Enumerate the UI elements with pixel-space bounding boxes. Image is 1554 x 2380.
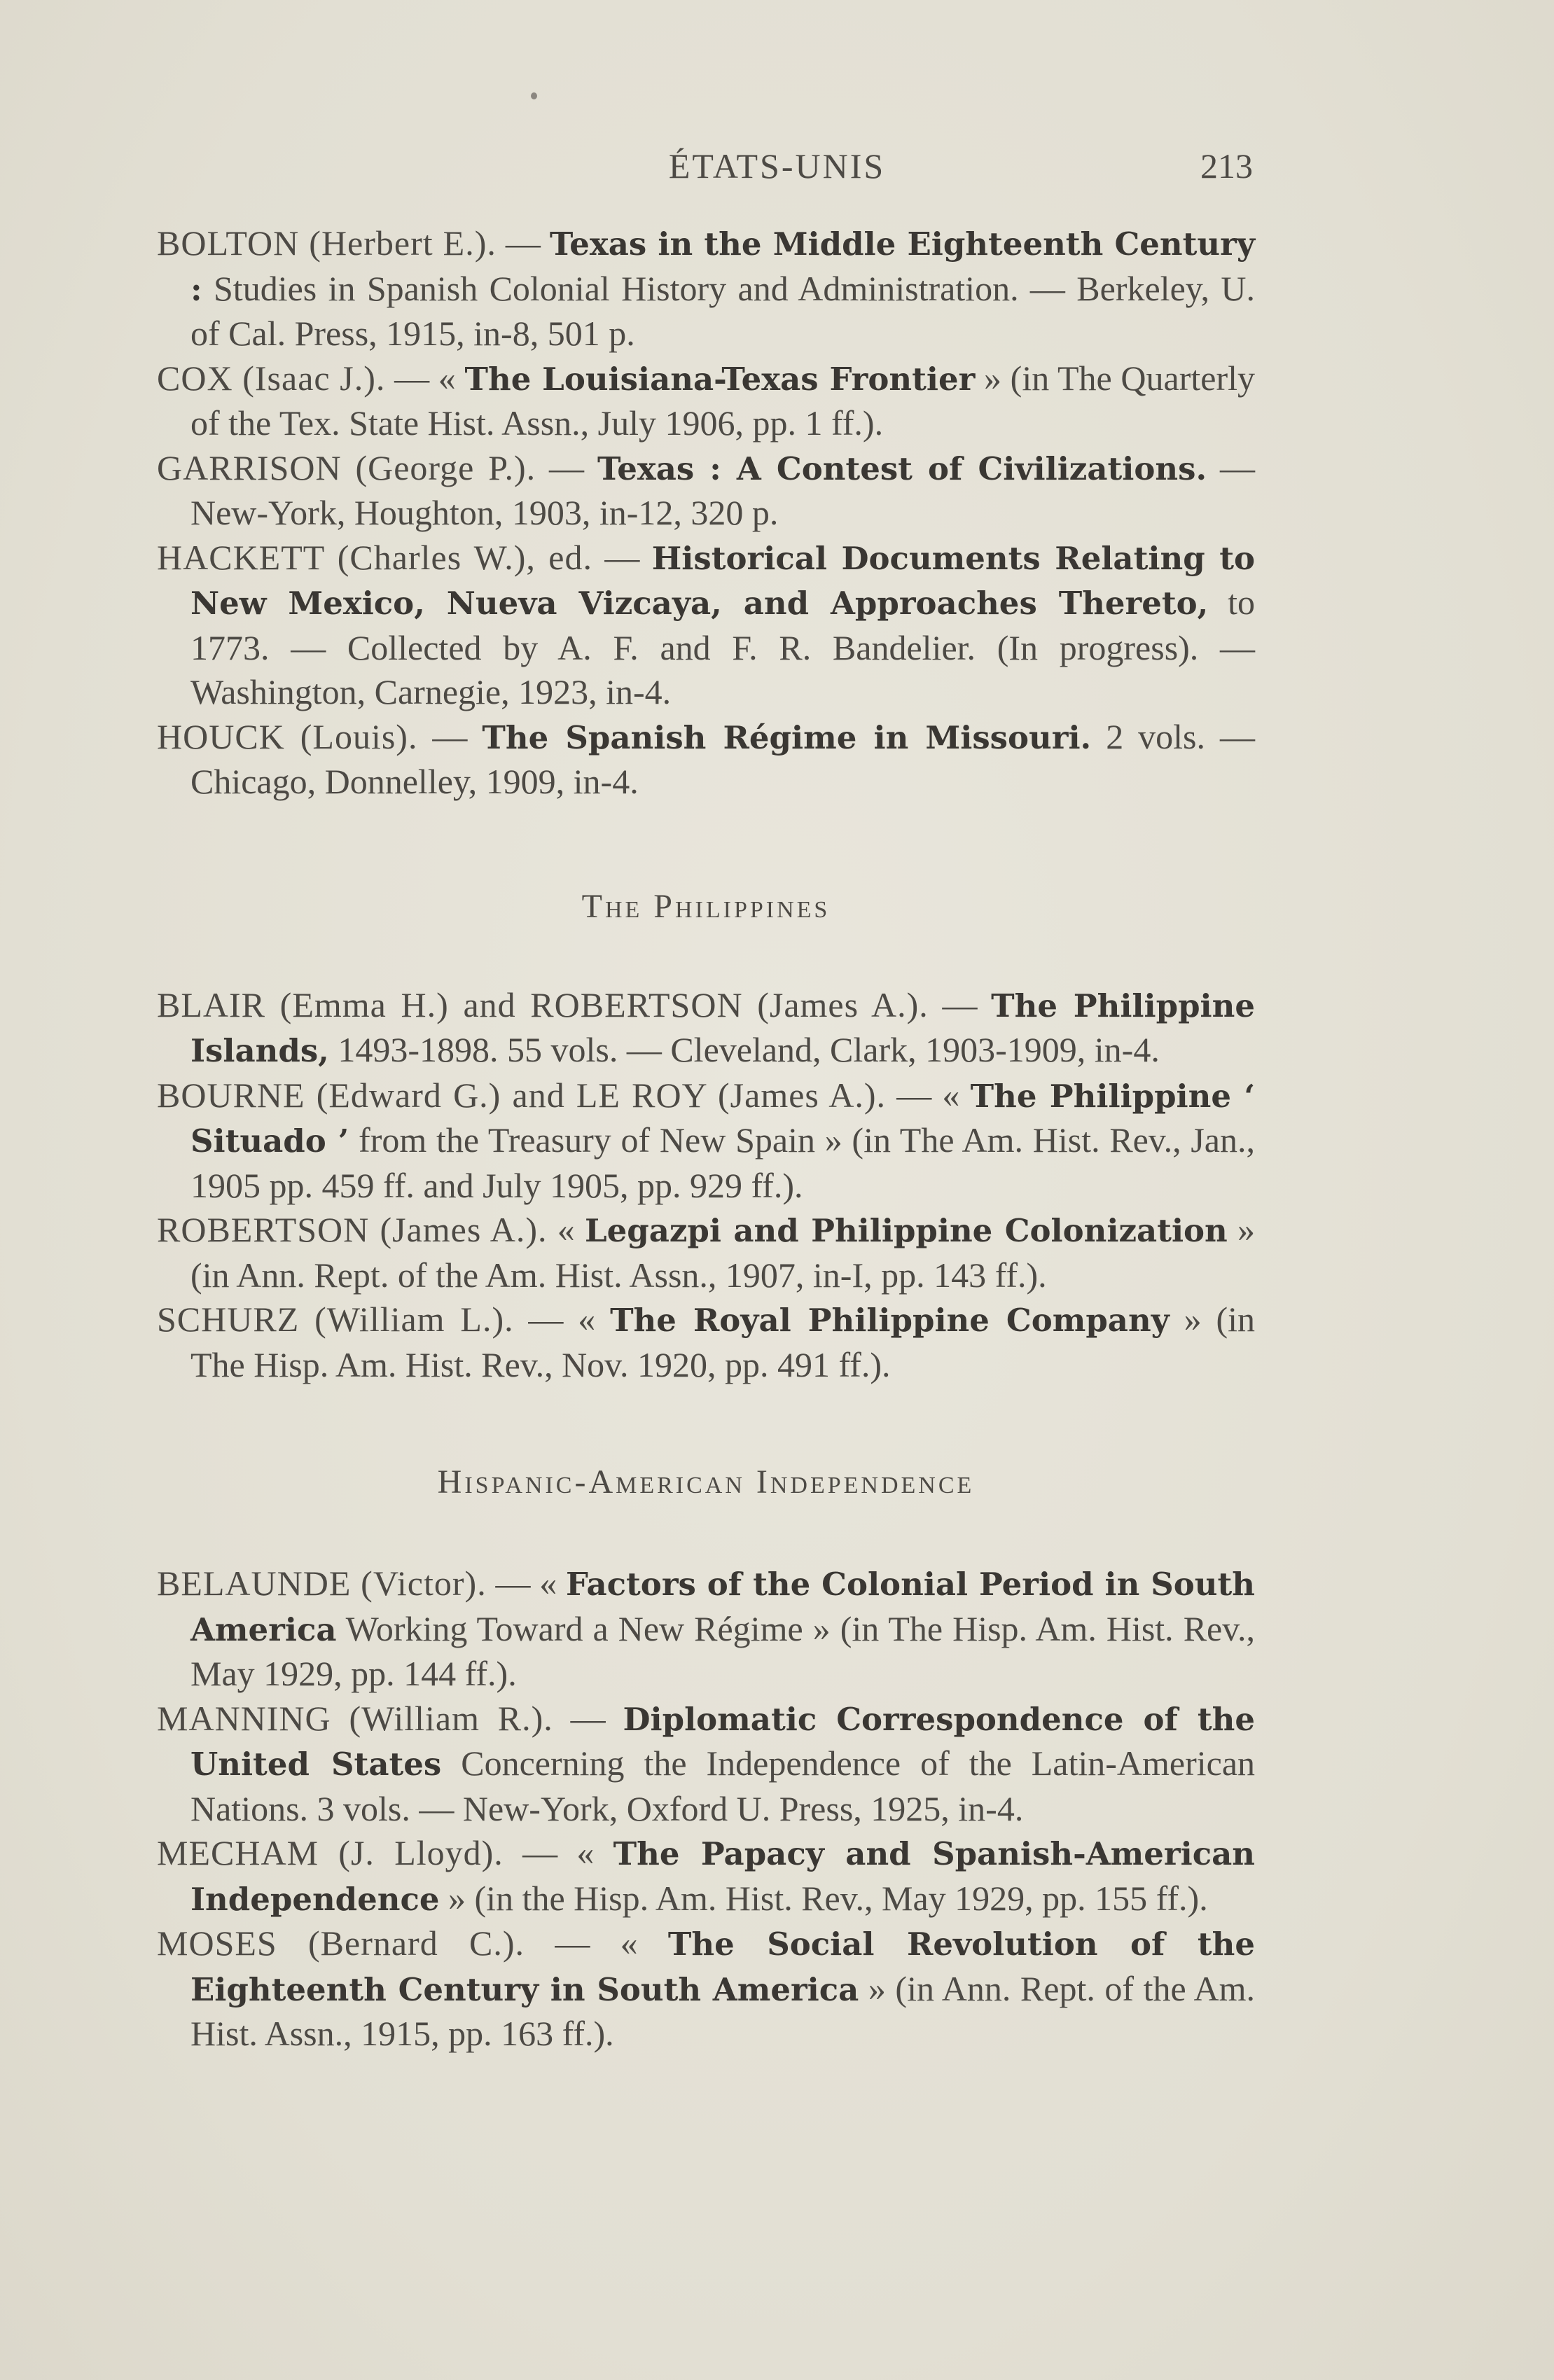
entry-author: BOLTON (Herbert E.). [157, 223, 497, 263]
entry-author: BOURNE (Edward G.) and LE ROY (James A.). [157, 1075, 887, 1115]
entry-title: The Papacy and Spanish-American Independence [190, 1835, 1255, 1918]
entry-title: Factors of the Colonial Period in South America [190, 1566, 1255, 1648]
entry-author: GARRISON (George P.). [157, 447, 536, 487]
entry-author: COX (Isaac J.). [157, 358, 386, 398]
bib-entry: MECHAM (J. Lloyd). — « The Papacy and Spanish-American Independence » (in the Hisp. Am. Hist. Rev., May 1929, pp. 155 ff.). [157, 1833, 1255, 1918]
bib-entry: HOUCK (Louis). — The Spanish Régime in Missouri. 2 vols. — Chicago, Donnelley, 1909, in-4. [157, 716, 1255, 801]
entry-group-independence [157, 1561, 1255, 2057]
entry-details: 1493-1898. 55 vols. — Cleveland, Clark, 1903-1909, in-4. [328, 1030, 1160, 1069]
entry-title: The Philippine ‘ Situado ’ [190, 1077, 1256, 1160]
bib-entry: BLAIR (Emma H.) and ROBERTSON (James A.). — The Philippine Islands, 1493-1898. 55 vols. — Cleveland, Clark, 1903-1909, in-4. [157, 984, 1255, 1069]
entry-title: Historical Documents Relating to New Mexico, Nueva Vizcaya, and Approaches Thereto, [190, 539, 1256, 622]
entry-details: » (in Ann. Rept. of the Am. Hist. Assn., 1907, in-I, pp. 143 ff.). [190, 1210, 1255, 1295]
entry-title: The Philippine Islands, [190, 987, 1255, 1069]
running-title: ÉTATS-UNIS [668, 146, 886, 186]
bib-entry: COX (Isaac J.). — « The Louisiana-Texas Frontier » (in The Quarterly of the Tex. State Hist. Assn., July 1906, pp. 1 ff.). [157, 358, 1256, 443]
entry-author: SCHURZ (William L.). [157, 1300, 514, 1339]
entry-author: ROBERTSON (James A.). [157, 1210, 548, 1249]
entry-title: The Spanish Régime in Missouri. [482, 718, 1092, 756]
section-heading-independence: Hispanic-American Independence [437, 1463, 975, 1501]
bib-entry: ROBERTSON (James A.). « Legazpi and Philippine Colonization » (in Ann. Rept. of the Am. Hist. Assn., 1907, in-I, pp. 143 ff.). [157, 1210, 1255, 1295]
bib-entry: MOSES (Bernard C.). — « The Social Revolution of the Eighteenth Century in South America » (in Ann. Rept. of the Am. Hist. Assn., 1915, pp. 163 ff.). [157, 1923, 1255, 2053]
entry-title: Texas in the Middle Eighteenth Century : [190, 225, 1256, 308]
entry-details: » (in Ann. Rept. of the Am. Hist. Assn., 1915, pp. 163 ff.). [190, 1968, 1255, 2053]
entry-title: The Louisiana-Texas Frontier [464, 360, 976, 398]
entry-group-philippines [157, 983, 1255, 1388]
bib-entry: GARRISON (George P.). — Texas : A Contest of Civilizations. — New-York, Houghton, 1903, in-12, 320 p. [157, 447, 1255, 532]
entry-group-texas [157, 221, 1255, 805]
entry-details: from the Treasury of New Spain » (in The Am. Hist. Rev., Jan., 1905 pp. 459 ff. and July 1905, pp. 929 ff.). [190, 1120, 1255, 1205]
entry-title: Legazpi and Philippine Colonization [584, 1212, 1228, 1249]
entry-details: Concerning the Independence of the Latin-American Nations. 3 vols. — New-York, Oxford U. Press, 1925, in-4. [190, 1744, 1256, 1828]
entry-details: Working Toward a New Régime » (in The Hisp. Am. Hist. Rev., May 1929, pp. 144 ff.). [190, 1608, 1255, 1693]
bib-entry: MANNING (William R.). — Diplomatic Correspondence of the United States Concerning the Independence of the Latin-American Nations. 3 vols. — New-York, Oxford U. Press, 1925, in-4. [157, 1698, 1256, 1828]
entry-details: — New-York, Houghton, 1903, in-12, 320 p. [190, 447, 1255, 532]
entry-author: BLAIR (Emma H.) and ROBERTSON (James A.). [157, 984, 929, 1024]
ink-dot [531, 92, 537, 99]
entry-details: to 1773. — Collected by A. F. and F. R. Bandelier. (In progress). — Washington, Carnegie, 1923, in-4. [190, 583, 1255, 711]
entry-details: » (in The Hisp. Am. Hist. Rev., Nov. 1920, pp. 491 ff.). [190, 1300, 1255, 1384]
entry-author: HOUCK (Louis). [157, 716, 418, 756]
entry-author: MECHAM (J. Lloyd). [157, 1833, 504, 1872]
entry-author: HACKETT (Charles W.), ed. [157, 537, 592, 577]
entry-author: MOSES (Bernard C.). [157, 1923, 525, 1963]
entry-details: » (in the Hisp. Am. Hist. Rev., May 1929, pp. 155 ff.). [439, 1878, 1208, 1918]
entry-title: Texas : A Contest of Civilizations. [597, 450, 1207, 487]
bib-entry: HACKETT (Charles W.), ed. — Historical Documents Relating to New Mexico, Nueva Vizcaya, and Approaches Thereto, to 1773. — Collected by A. F. and F. R. Bandelier. (In progress). — Washington, Carnegie, 1923, in-4. [157, 537, 1256, 711]
section-heading-philippines: The Philippines [581, 887, 831, 925]
bib-entry: BOURNE (Edward G.) and LE ROY (James A.). — « The Philippine ‘ Situado ’ from the Treasury of New Spain » (in The Am. Hist. Rev., Jan., 1905 pp. 459 ff. and July 1905, pp. 929 ff.). [157, 1075, 1256, 1205]
bib-entry: BOLTON (Herbert E.). — Texas in the Middle Eighteenth Century : Studies in Spanish Colonial History and Administration. — Berkeley, U. of Cal. Press, 1915, in-8, 501 p. [157, 223, 1256, 353]
page-number: 213 [1200, 146, 1253, 186]
page-header [0, 146, 1554, 195]
entry-title: The Social Revolution of the Eighteenth Century in South America [190, 1926, 1255, 2008]
entry-details: » (in The Quarterly of the Tex. State Hist. Assn., July 1906, pp. 1 ff.). [190, 358, 1256, 443]
entry-details: 2 vols. — Chicago, Donnelley, 1909, in-4. [190, 716, 1255, 801]
bib-entry: BELAUNDE (Victor). — « Factors of the Colonial Period in South America Working Toward a New Régime » (in The Hisp. Am. Hist. Rev., May 1929, pp. 144 ff.). [157, 1564, 1255, 1693]
entry-author: BELAUNDE (Victor). [157, 1564, 487, 1603]
entry-title: Diplomatic Correspondence of the United States [190, 1700, 1255, 1783]
entry-title: The Royal Philippine Company [610, 1302, 1170, 1339]
entry-author: MANNING (William R.). [157, 1698, 553, 1738]
bib-entry: SCHURZ (William L.). — « The Royal Philippine Company » (in The Hisp. Am. Hist. Rev., Nov. 1920, pp. 491 ff.). [157, 1300, 1255, 1384]
entry-details: Studies in Spanish Colonial History and Administration. — Berkeley, U. of Cal. Press, 1915, in-8, 501 p. [190, 268, 1255, 353]
bibliography [157, 221, 1255, 2057]
